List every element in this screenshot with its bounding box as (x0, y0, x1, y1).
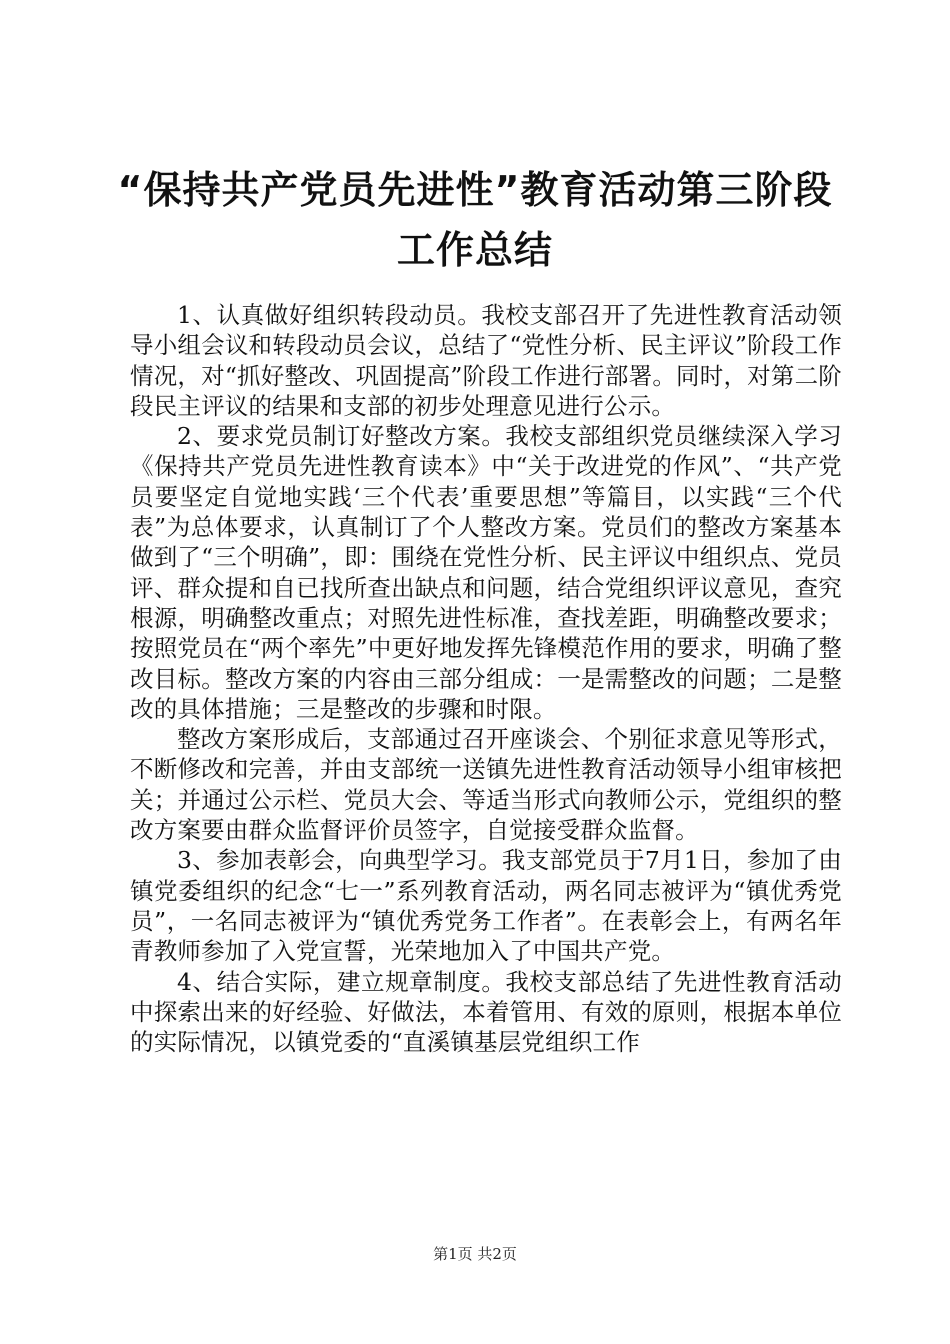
paragraph-5: 4、结合实际，建立规章制度。我校支部总结了先进性教育活动中探索出来的好经验、好做法，本着管用、有效的原则，根据本单位的实际情况，以镇党委的“直溪镇基层党组织工作 (130, 967, 842, 1057)
document-body (130, 300, 842, 1057)
paragraph-4: 3、参加表彰会，向典型学习。我支部党员于7月1日，参加了由镇党委组织的纪念“七一”系列教育活动，两名同志被评为“镇优秀党员”，一名同志被评为“镇优秀党务工作者”。在表彰会上，有两名年青教师参加了入党宣誓，光荣地加入了中国共产党。 (130, 846, 842, 966)
page-number-footer: 第1页 共2页 (433, 1245, 517, 1263)
paragraph-3: 整改方案形成后，支部通过召开座谈会、个别征求意见等形式，不断修改和完善，并由支部统一送镇先进性教育活动领导小组审核把关；并通过公示栏、党员大会、等适当形式向教师公示，党组织的整改方案要由群众监督评价员签字，自觉接受群众监督。 (130, 725, 842, 845)
paragraph-1: 1、认真做好组织转段动员。我校支部召开了先进性教育活动领导小组会议和转段动员会议，总结了“党性分析、民主评议”阶段工作情况，对“抓好整改、巩固提高”阶段工作进行部署。同时，对第二阶段民主评议的结果和支部的初步处理意见进行公示。 (130, 301, 842, 420)
paragraph-2: 2、要求党员制订好整改方案。我校支部组织党员继续深入学习《保持共产党员先进性教育读本》中“关于改进党的作风”、“共产党员要坚定自觉地实践‘三个代表’重要思想”等篇目，以实践“三个代表”为总体要求，认真制订了个人整改方案。党员们的整改方案基本做到了“三个明确”，即：围绕在党性分析、民主评议中组织点、党员评、群众提和自已找所查出缺点和问题，结合党组织评议意见，查究根源，明确整改重点；对照先进性标准，查找差距，明确整改要求；按照党员在“两个率先”中更好地发挥先锋模范作用的要求，明确了整改目标。整改方案的内容由三部分组成：一是需整改的问题；二是整改的具体措施；三是整改的步骤和时限。 (130, 422, 842, 723)
document-title: “保持共产党员先进性”教育活动第三阶段工作总结 (117, 168, 833, 272)
